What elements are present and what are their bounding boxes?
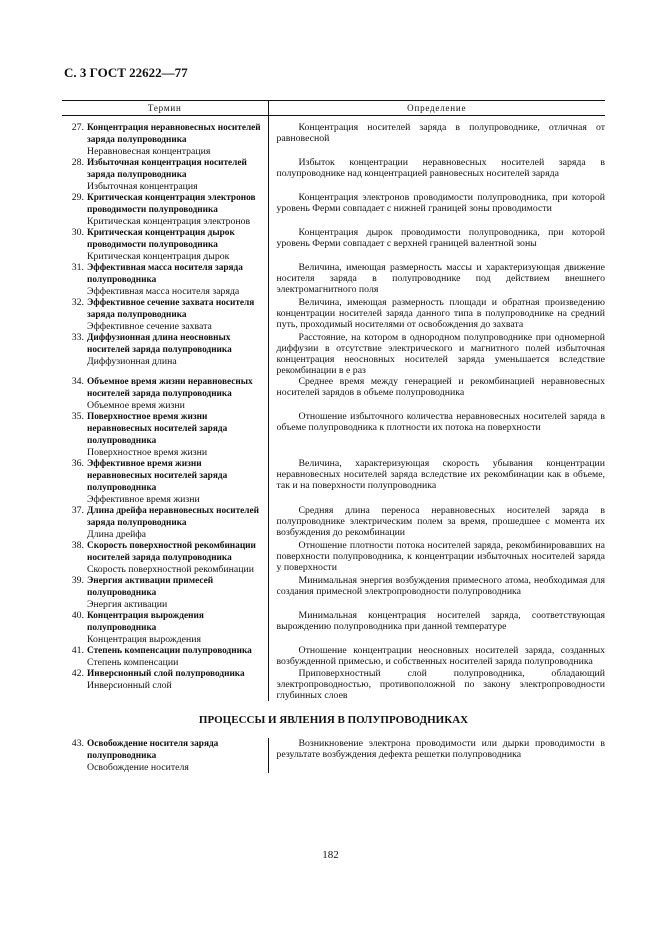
term-cell bbox=[62, 668, 268, 701]
term-column-header: Термин bbox=[62, 101, 268, 116]
definition-text: Концентрация электронов проводимости полупроводника, при которой уровень Ферми совпадает с нижней границей зоны проводимости bbox=[276, 192, 605, 214]
term-cell bbox=[62, 297, 268, 332]
term-short-form: Степень компенсации bbox=[87, 657, 179, 668]
term-name: Концентрация неравновесных носителей заряда полупроводника bbox=[87, 123, 261, 145]
definition-text: Приповерхностный слой полупроводника, обладающий электропроводностью, противоположной по закону электропроводности глубинных слоев bbox=[276, 668, 605, 701]
definition-cell bbox=[268, 668, 605, 701]
term-name: Поверхностное время жизни неравновесных носителей заряда полупроводника bbox=[87, 412, 228, 446]
definition-text: Концентрация носителей заряда в полупроводнике, отличная от равновесной bbox=[276, 122, 605, 144]
definition-cell bbox=[268, 505, 605, 540]
term-short-form: Диффузионная длина bbox=[87, 356, 177, 367]
term-cell bbox=[62, 411, 268, 458]
term-cell bbox=[62, 738, 268, 773]
term-entry-row bbox=[62, 575, 605, 610]
term-entry-row bbox=[62, 376, 605, 411]
definition-cell bbox=[268, 411, 605, 458]
term-name: Скорость поверхностной рекомбинации носителей заряда полупроводника bbox=[87, 541, 256, 563]
page-header: С. 3 ГОСТ 22622—77 bbox=[64, 65, 188, 80]
term-name: Критическая концентрация дырок проводимости полупроводника bbox=[87, 228, 235, 250]
definition-text: Величина, имеющая размерность площади и обратная произведению концентрации носителей заряда данного типа в полупроводнике на средний путь, проходимый носителями от освобождения до захвата bbox=[276, 297, 605, 330]
term-entry-row bbox=[62, 157, 605, 192]
term-heading bbox=[62, 122, 262, 146]
definition-text: Концентрация дырок проводимости полупроводника, при которой уровень Ферми совпадает с верхней границей валентной зоны bbox=[276, 227, 605, 249]
term-heading bbox=[62, 505, 262, 529]
term-number: 37. bbox=[71, 505, 84, 516]
definition-text: Среднее время между генерацией и рекомбинацией неравновесных носителей зарядов в объеме полупроводника bbox=[276, 376, 605, 398]
term-short-form: Эффективное сечение захвата bbox=[87, 321, 212, 332]
term-number: 31. bbox=[71, 262, 84, 273]
definition-cell bbox=[268, 575, 605, 610]
term-cell bbox=[62, 227, 268, 262]
term-cell bbox=[62, 332, 268, 376]
term-short-form: Критическая концентрация дырок bbox=[87, 251, 230, 262]
term-name: Эффективная масса носителя заряда полупроводника bbox=[87, 263, 243, 285]
term-heading bbox=[62, 610, 262, 634]
term-entry-row bbox=[62, 411, 605, 458]
term-heading bbox=[62, 227, 262, 251]
term-heading bbox=[62, 157, 262, 181]
term-number: 28. bbox=[71, 157, 84, 168]
term-cell bbox=[62, 540, 268, 575]
term-heading bbox=[62, 668, 262, 680]
term-number: 34. bbox=[71, 376, 84, 387]
definition-text: Расстояние, на котором в однородном полупроводнике при одномерной диффузии в отсутствие электрического и магнитного полей избыточная концентрация неосновных носителей заряда уменьшается вследствие рекомбинации в e раз bbox=[276, 332, 605, 376]
term-cell bbox=[62, 116, 268, 158]
term-short-form: Объемное время жизни bbox=[87, 400, 185, 411]
term-name: Эффективное сечение захвата носителя заряда полупроводника bbox=[87, 298, 255, 320]
definition-text: Величина, характеризующая скорость убывания концентрации неравновесных носителей заряда вследствие их рекомбинации как в объеме, так и на поверхности полупроводника bbox=[276, 458, 605, 491]
term-number: 41. bbox=[71, 645, 84, 656]
term-cell bbox=[62, 645, 268, 668]
term-entry-row bbox=[62, 738, 605, 773]
definition-cell bbox=[268, 157, 605, 192]
definition-cell bbox=[268, 540, 605, 575]
term-name: Длина дрейфа неравновесных носителей заряда полупроводника bbox=[87, 506, 260, 528]
term-number: 40. bbox=[71, 610, 84, 621]
term-number: 39. bbox=[71, 575, 84, 586]
term-cell bbox=[62, 575, 268, 610]
term-entry-row bbox=[62, 297, 605, 332]
definition-text: Минимальная энергия возбуждения примесного атома, необходимая для создания примесной электропроводности полупроводника bbox=[276, 575, 605, 597]
entries-body bbox=[62, 116, 605, 774]
definition-text: Минимальная концентрация носителей заряда, соответствующая вырождению полупроводника при данной температуре bbox=[276, 610, 605, 632]
definition-text: Величина, имеющая размерность массы и характеризующая движение носителя заряда в полупроводнике под действием внешнего электромагнитного поля bbox=[276, 262, 605, 295]
section-title: ПРОЦЕССЫ И ЯВЛЕНИЯ В ПОЛУПРОВОДНИКАХ bbox=[198, 714, 469, 726]
term-entry-row bbox=[62, 610, 605, 645]
term-number: 36. bbox=[71, 458, 84, 469]
term-name: Диффузионная длина неосновных носителей заряда полупроводника bbox=[87, 333, 232, 355]
definition-text: Отношение избыточного количества неравновесных носителей заряда в объеме полупроводника к плотности их потока на поверхности bbox=[276, 411, 605, 433]
term-name: Критическая концентрация электронов проводимости полупроводника bbox=[87, 193, 256, 215]
term-heading bbox=[62, 738, 262, 762]
term-entry-row bbox=[62, 192, 605, 227]
term-number: 43. bbox=[71, 738, 84, 749]
term-heading bbox=[62, 458, 262, 494]
term-short-form: Эффективная масса носителя заряда bbox=[87, 286, 240, 297]
definition-cell bbox=[268, 458, 605, 505]
term-name: Инверсионный слой полупроводника bbox=[87, 669, 245, 679]
term-entry-row bbox=[62, 668, 605, 701]
definition-cell bbox=[268, 332, 605, 376]
term-entry-row bbox=[62, 332, 605, 376]
term-cell bbox=[62, 505, 268, 540]
term-number: 29. bbox=[71, 192, 84, 203]
term-number: 42. bbox=[71, 668, 84, 679]
definition-cell bbox=[268, 262, 605, 297]
term-heading bbox=[62, 192, 262, 216]
term-number: 38. bbox=[71, 540, 84, 551]
term-entry-row bbox=[62, 227, 605, 262]
page-number: 182 bbox=[322, 849, 339, 861]
definition-text: Отношение плотности потока носителей заряда, рекомбинировавших на поверхности полупроводника, к концентрации избыточных носителей заряда у поверхности bbox=[276, 540, 605, 573]
term-short-form: Длина дрейфа bbox=[87, 529, 147, 540]
definition-column-header: Определение bbox=[268, 101, 605, 116]
section-row bbox=[62, 701, 605, 738]
term-short-form: Избыточная концентрация bbox=[87, 181, 198, 192]
term-cell bbox=[62, 610, 268, 645]
term-heading bbox=[62, 332, 262, 356]
definition-cell bbox=[268, 610, 605, 645]
term-number: 30. bbox=[71, 227, 84, 238]
term-cell bbox=[62, 376, 268, 411]
term-heading bbox=[62, 540, 262, 564]
term-short-form: Критическая концентрация электронов bbox=[87, 216, 251, 227]
term-cell bbox=[62, 458, 268, 505]
term-entry-row bbox=[62, 505, 605, 540]
term-heading bbox=[62, 262, 262, 286]
term-short-form: Концентрация вырождения bbox=[87, 634, 201, 645]
definition-text: Возникновение электрона проводимости или дырки проводимости в результате возбуждения дефекта решетки полупроводника bbox=[276, 738, 605, 760]
term-short-form: Инверсионный слой bbox=[87, 680, 172, 691]
term-name: Избыточная концентрация носителей заряда полупроводника bbox=[87, 158, 247, 180]
term-cell bbox=[62, 157, 268, 192]
term-cell bbox=[62, 262, 268, 297]
term-number: 33. bbox=[71, 332, 84, 343]
term-name: Объемное время жизни неравновесных носителей заряда полупроводника bbox=[87, 377, 253, 399]
term-short-form: Эффективное время жизни bbox=[87, 494, 200, 505]
definition-text: Избыток концентрации неравновесных носителей заряда в полупроводнике над концентрацией равновесных носителей заряда bbox=[276, 157, 605, 179]
term-heading bbox=[62, 297, 262, 321]
term-short-form: Неравновесная концентрация bbox=[87, 146, 211, 157]
term-entry-row bbox=[62, 458, 605, 505]
table-header-row bbox=[62, 101, 605, 116]
term-heading bbox=[62, 411, 262, 447]
term-name: Концентрация вырождения полупроводника bbox=[87, 611, 204, 633]
definition-cell bbox=[268, 645, 605, 668]
definition-cell bbox=[268, 192, 605, 227]
term-entry-row bbox=[62, 262, 605, 297]
definition-cell bbox=[268, 738, 605, 773]
term-name: Степень компенсации полупроводника bbox=[87, 646, 252, 656]
term-number: 27. bbox=[71, 122, 84, 133]
terms-table bbox=[62, 100, 605, 773]
term-cell bbox=[62, 192, 268, 227]
term-entry-row bbox=[62, 645, 605, 668]
term-name: Энергия активации примесей полупроводника bbox=[87, 576, 214, 598]
term-short-form: Скорость поверхностной рекомбинации bbox=[87, 564, 254, 575]
term-name: Освобождение носителя заряда полупроводника bbox=[87, 739, 219, 761]
term-short-form: Поверхностное время жизни bbox=[87, 447, 208, 458]
term-name: Эффективное время жизни неравновесных носителей заряда полупроводника bbox=[87, 459, 228, 493]
term-entry-row bbox=[62, 116, 605, 158]
definition-cell bbox=[268, 227, 605, 262]
term-number: 32. bbox=[71, 297, 84, 308]
definition-text: Отношение концентрации неосновных носителей заряда, созданных возбужденной примесью, и собственных носителей заряда полупроводника bbox=[276, 645, 605, 667]
term-heading bbox=[62, 376, 262, 400]
definition-cell bbox=[268, 116, 605, 158]
definition-cell bbox=[268, 376, 605, 411]
term-heading bbox=[62, 575, 262, 599]
definition-text: Средняя длина переноса неравновесных носителей заряда в полупроводнике электрическим полем за время, прошедшее с момента их возбуждения до рекомбинации bbox=[276, 505, 605, 538]
term-number: 35. bbox=[71, 411, 84, 422]
term-short-form: Освобождение носителя bbox=[87, 762, 189, 773]
term-entry-row bbox=[62, 540, 605, 575]
definition-cell bbox=[268, 297, 605, 332]
term-short-form: Энергия активации bbox=[87, 599, 168, 610]
term-heading bbox=[62, 645, 262, 657]
